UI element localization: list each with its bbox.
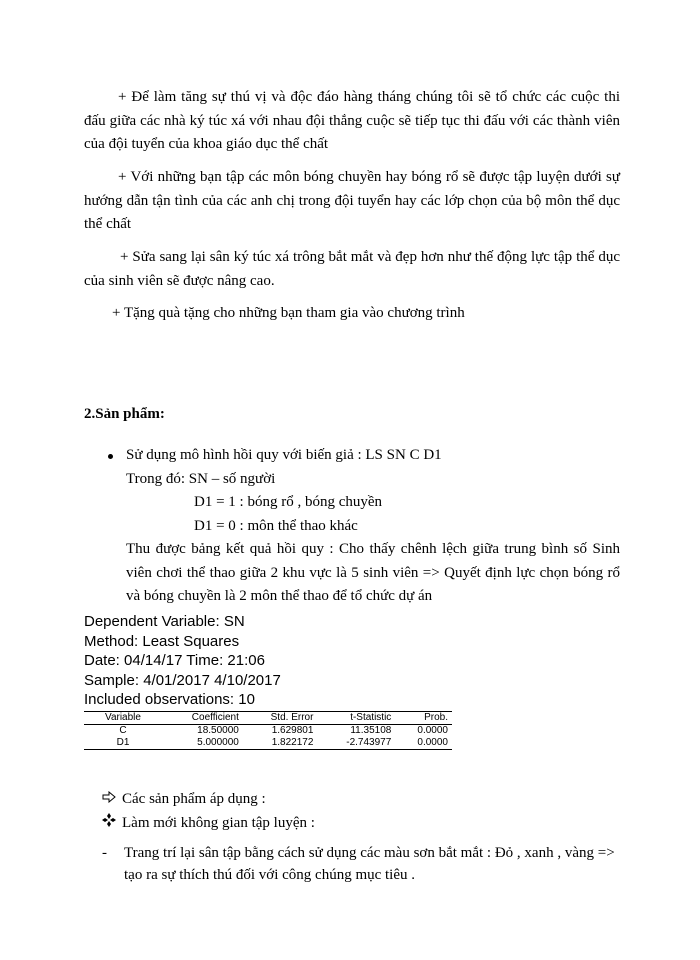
refresh-space-item [84, 812, 624, 834]
refresh-space-label: Làm mới không gian tập luyện : [122, 815, 315, 831]
applied-products-list [84, 788, 624, 886]
bullet-dot-icon [108, 454, 113, 459]
d1-zero-line: D1 = 0 : môn thể thao khác [194, 517, 358, 534]
cell-std-error: 1.629801 [271, 724, 314, 736]
header-std-error: Std. Error [243, 711, 318, 724]
where-line: Trong đó: SN – số người [126, 470, 276, 487]
cell-coefficient: 5.000000 [162, 737, 243, 750]
date-time: Date: 04/14/17 Time: 21:06 [84, 652, 265, 669]
sample: Sample: 4/01/2017 4/10/2017 [84, 671, 281, 689]
table-row [84, 724, 452, 737]
header-t-statistic: t-Statistic [317, 711, 395, 724]
regression-table [84, 711, 452, 750]
dependent-variable: Dependent Variable: SN [84, 613, 245, 630]
dash-icon: - [102, 845, 107, 861]
decorate-text: Trang trí lại sân tập bằng cách sử dụng các màu sơn bắt mắt : Đỏ , xanh , vàng => tạo ra sự thích thú đối với công chúng mục tiêu . [124, 845, 615, 883]
cell-variable: C [119, 724, 127, 736]
header-coefficient: Coefficient [162, 711, 243, 724]
eviews-output [84, 612, 452, 750]
header-prob: Prob. [395, 711, 452, 724]
decorate-item [84, 842, 624, 886]
header-variable: Variable [84, 711, 162, 724]
model-bullet [108, 444, 620, 609]
method: Method: Least Squares [84, 632, 240, 650]
cell-t-statistic: 11.35108 [350, 724, 392, 736]
conclusion-text: Thu được bảng kết quả hồi quy : Cho thấy chênh lệch giữa trung bình số Sinh viên chơi thể thao giữa 2 khu vực là 5 sinh viên => Quyết định lực chọn bóng rổ và bóng chuyền là 2 môn thể thao để tổ chức dự án [126, 541, 620, 604]
d1-one-line: D1 = 1 : bóng rổ , bóng chuyền [194, 494, 383, 510]
cell-prob: 0.0000 [395, 737, 452, 750]
table-row [84, 737, 452, 750]
cell-t-statistic: -2.743977 [317, 737, 395, 750]
cell-coefficient: 18.50000 [197, 724, 239, 736]
cell-variable: D1 [84, 737, 162, 750]
included-observations: Included observations: 10 [84, 691, 255, 708]
applied-products-label: Các sản phẩm áp dụng : [122, 791, 266, 807]
cell-prob: 0.0000 [417, 724, 448, 736]
paragraph-gifts: + Tặng quà tặng cho những bạn tham gia vào chương trình [112, 305, 465, 321]
paragraph-competition: + Để làm tăng sự thú vị và độc đáo hàng tháng chúng tôi sẽ tổ chức các cuộc thi đấu giữa các nhà ký túc xá với nhau đội thắng cuộc sẽ tiếp tục thi đấu với các thành viên của đội tuyển của khoa giáo dục thể chất [84, 89, 620, 152]
four-diamond-icon [102, 812, 116, 834]
paragraph-renovation: + Sửa sang lại sân ký túc xá trông bắt mắt và đẹp hơn như thế động lực tập thể dục của sinh viên sẽ được nâng cao. [84, 249, 620, 289]
applied-products-item [84, 788, 624, 810]
table-header-row [84, 711, 452, 724]
cell-std-error: 1.822172 [243, 737, 318, 750]
paragraph-training: + Với những bạn tập các môn bóng chuyền hay bóng rổ sẽ được tập luyện dưới sự hướng dẫn tận tình của các anh chị trong đội tuyển hay các lớp chọn của bộ môn thể dục thể chất [84, 169, 620, 232]
model-line: Sử dụng mô hình hồi quy với biến giả : LS SN C D1 [126, 447, 442, 463]
section-heading: 2.Sản phẩm: [84, 406, 165, 422]
hollow-right-arrow-icon [102, 788, 116, 810]
